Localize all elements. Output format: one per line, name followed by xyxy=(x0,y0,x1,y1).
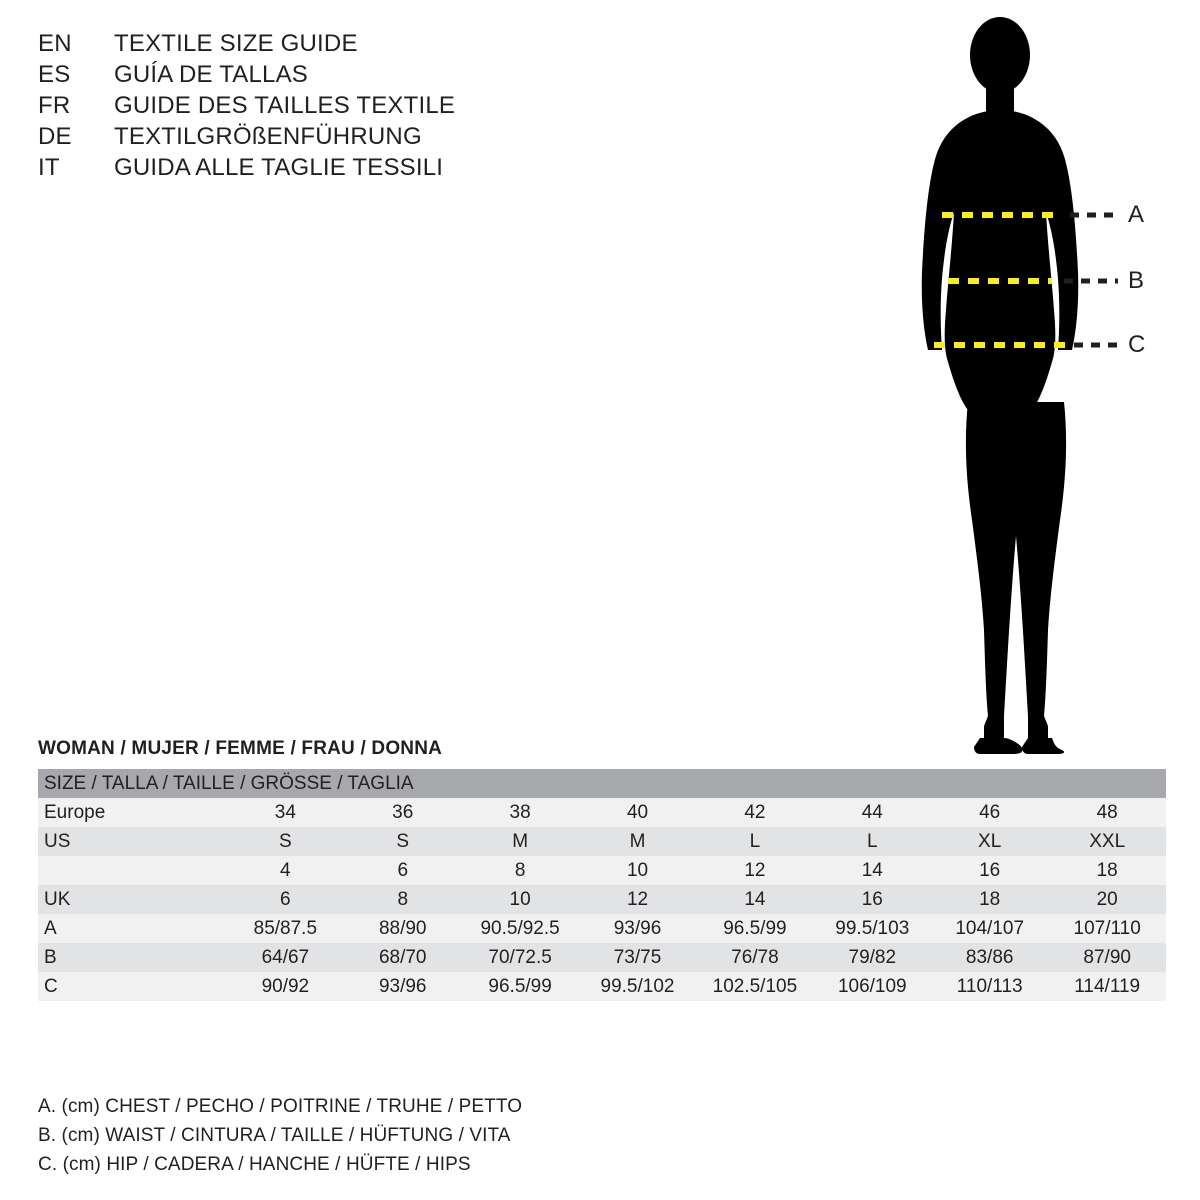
title-lang-fr: FR xyxy=(38,92,71,119)
title-row xyxy=(38,92,858,123)
cell: 107/110 xyxy=(1048,914,1166,943)
title-lang-en: EN xyxy=(38,30,72,57)
cell: 14 xyxy=(814,856,931,885)
cell: 18 xyxy=(1048,856,1166,885)
title-text-en: TEXTILE SIZE GUIDE xyxy=(114,30,358,57)
cell: 16 xyxy=(931,856,1048,885)
cell: 106/109 xyxy=(814,972,931,1001)
row-label: Europe xyxy=(38,798,227,827)
cell: 102.5/105 xyxy=(696,972,813,1001)
table-row xyxy=(38,827,1166,856)
title-row xyxy=(38,123,858,154)
cell: 8 xyxy=(461,856,578,885)
title-text-it: GUIDA ALLE TAGLIE TESSILI xyxy=(114,154,444,181)
cell: 70/72.5 xyxy=(461,943,578,972)
cell: 93/96 xyxy=(344,972,461,1001)
cell: L xyxy=(814,827,931,856)
cell: 18 xyxy=(931,885,1048,914)
cell: 73/75 xyxy=(579,943,696,972)
size-table xyxy=(38,769,1166,1001)
cell: 79/82 xyxy=(814,943,931,972)
cell: 110/113 xyxy=(931,972,1048,1001)
title-row xyxy=(38,61,858,92)
cell: 38 xyxy=(461,798,578,827)
cell: 14 xyxy=(696,885,813,914)
cell: M xyxy=(461,827,578,856)
cell: 87/90 xyxy=(1048,943,1166,972)
title-lang-es: ES xyxy=(38,61,71,88)
cell: 99.5/103 xyxy=(814,914,931,943)
table-row xyxy=(38,943,1166,972)
cell: 90.5/92.5 xyxy=(461,914,578,943)
row-label: US xyxy=(38,827,227,856)
title-row xyxy=(38,30,858,61)
note-waist: B. (cm) WAIST / CINTURA / TAILLE / HÜFTUNG / VITA xyxy=(38,1125,511,1146)
cell: 90/92 xyxy=(227,972,344,1001)
table-header-label: SIZE / TALLA / TAILLE / GRÖSSE / TAGLIA xyxy=(38,769,1166,798)
cell: 64/67 xyxy=(227,943,344,972)
table-caption: WOMAN / MUJER / FEMME / FRAU / DONNA xyxy=(38,738,443,759)
row-label: C xyxy=(38,972,227,1001)
table-row xyxy=(38,972,1166,1001)
table-header-row xyxy=(38,769,1166,798)
title-row xyxy=(38,154,858,185)
cell: 12 xyxy=(579,885,696,914)
size-table-section xyxy=(38,738,1166,1001)
cell: 42 xyxy=(696,798,813,827)
cell: 48 xyxy=(1048,798,1166,827)
cell: 46 xyxy=(931,798,1048,827)
cell: 16 xyxy=(814,885,931,914)
cell: L xyxy=(696,827,813,856)
cell: 6 xyxy=(344,856,461,885)
cell: 8 xyxy=(344,885,461,914)
cell: 40 xyxy=(579,798,696,827)
note-hip: C. (cm) HIP / CADERA / HANCHE / HÜFTE / HIPS xyxy=(38,1154,471,1175)
title-lang-de: DE xyxy=(38,123,72,150)
cell: 88/90 xyxy=(344,914,461,943)
row-label xyxy=(38,856,227,885)
cell: 68/70 xyxy=(344,943,461,972)
cell: S xyxy=(344,827,461,856)
cell: 114/119 xyxy=(1048,972,1166,1001)
cell: 93/96 xyxy=(579,914,696,943)
title-block xyxy=(38,30,858,185)
cell: 34 xyxy=(227,798,344,827)
cell: 12 xyxy=(696,856,813,885)
row-label: UK xyxy=(38,885,227,914)
cell: 96.5/99 xyxy=(461,972,578,1001)
cell: 4 xyxy=(227,856,344,885)
title-lang-it: IT xyxy=(38,154,60,181)
table-row xyxy=(38,885,1166,914)
cell: 99.5/102 xyxy=(579,972,696,1001)
cell: M xyxy=(579,827,696,856)
measurement-notes xyxy=(38,1092,938,1179)
cell: 10 xyxy=(579,856,696,885)
cell: S xyxy=(227,827,344,856)
measure-label-b: B xyxy=(1128,267,1145,294)
female-body-figure xyxy=(860,10,1180,770)
cell: 44 xyxy=(814,798,931,827)
cell: 10 xyxy=(461,885,578,914)
row-label: B xyxy=(38,943,227,972)
cell: 85/87.5 xyxy=(227,914,344,943)
cell: 6 xyxy=(227,885,344,914)
table-row xyxy=(38,798,1166,827)
row-label: A xyxy=(38,914,227,943)
cell: 36 xyxy=(344,798,461,827)
title-text-fr: GUIDE DES TAILLES TEXTILE xyxy=(114,92,456,119)
cell: 20 xyxy=(1048,885,1166,914)
table-row xyxy=(38,856,1166,885)
note-chest: A. (cm) CHEST / PECHO / POITRINE / TRUHE / PETTO xyxy=(38,1096,523,1117)
cell: XXL xyxy=(1048,827,1166,856)
cell: 104/107 xyxy=(931,914,1048,943)
cell: 76/78 xyxy=(696,943,813,972)
measure-label-a: A xyxy=(1128,201,1145,228)
measure-label-c: C xyxy=(1128,331,1146,358)
table-row xyxy=(38,914,1166,943)
cell: 96.5/99 xyxy=(696,914,813,943)
cell: XL xyxy=(931,827,1048,856)
title-text-de: TEXTILGRÖßENFÜHRUNG xyxy=(114,123,422,150)
title-text-es: GUÍA DE TALLAS xyxy=(114,61,308,88)
cell: 83/86 xyxy=(931,943,1048,972)
